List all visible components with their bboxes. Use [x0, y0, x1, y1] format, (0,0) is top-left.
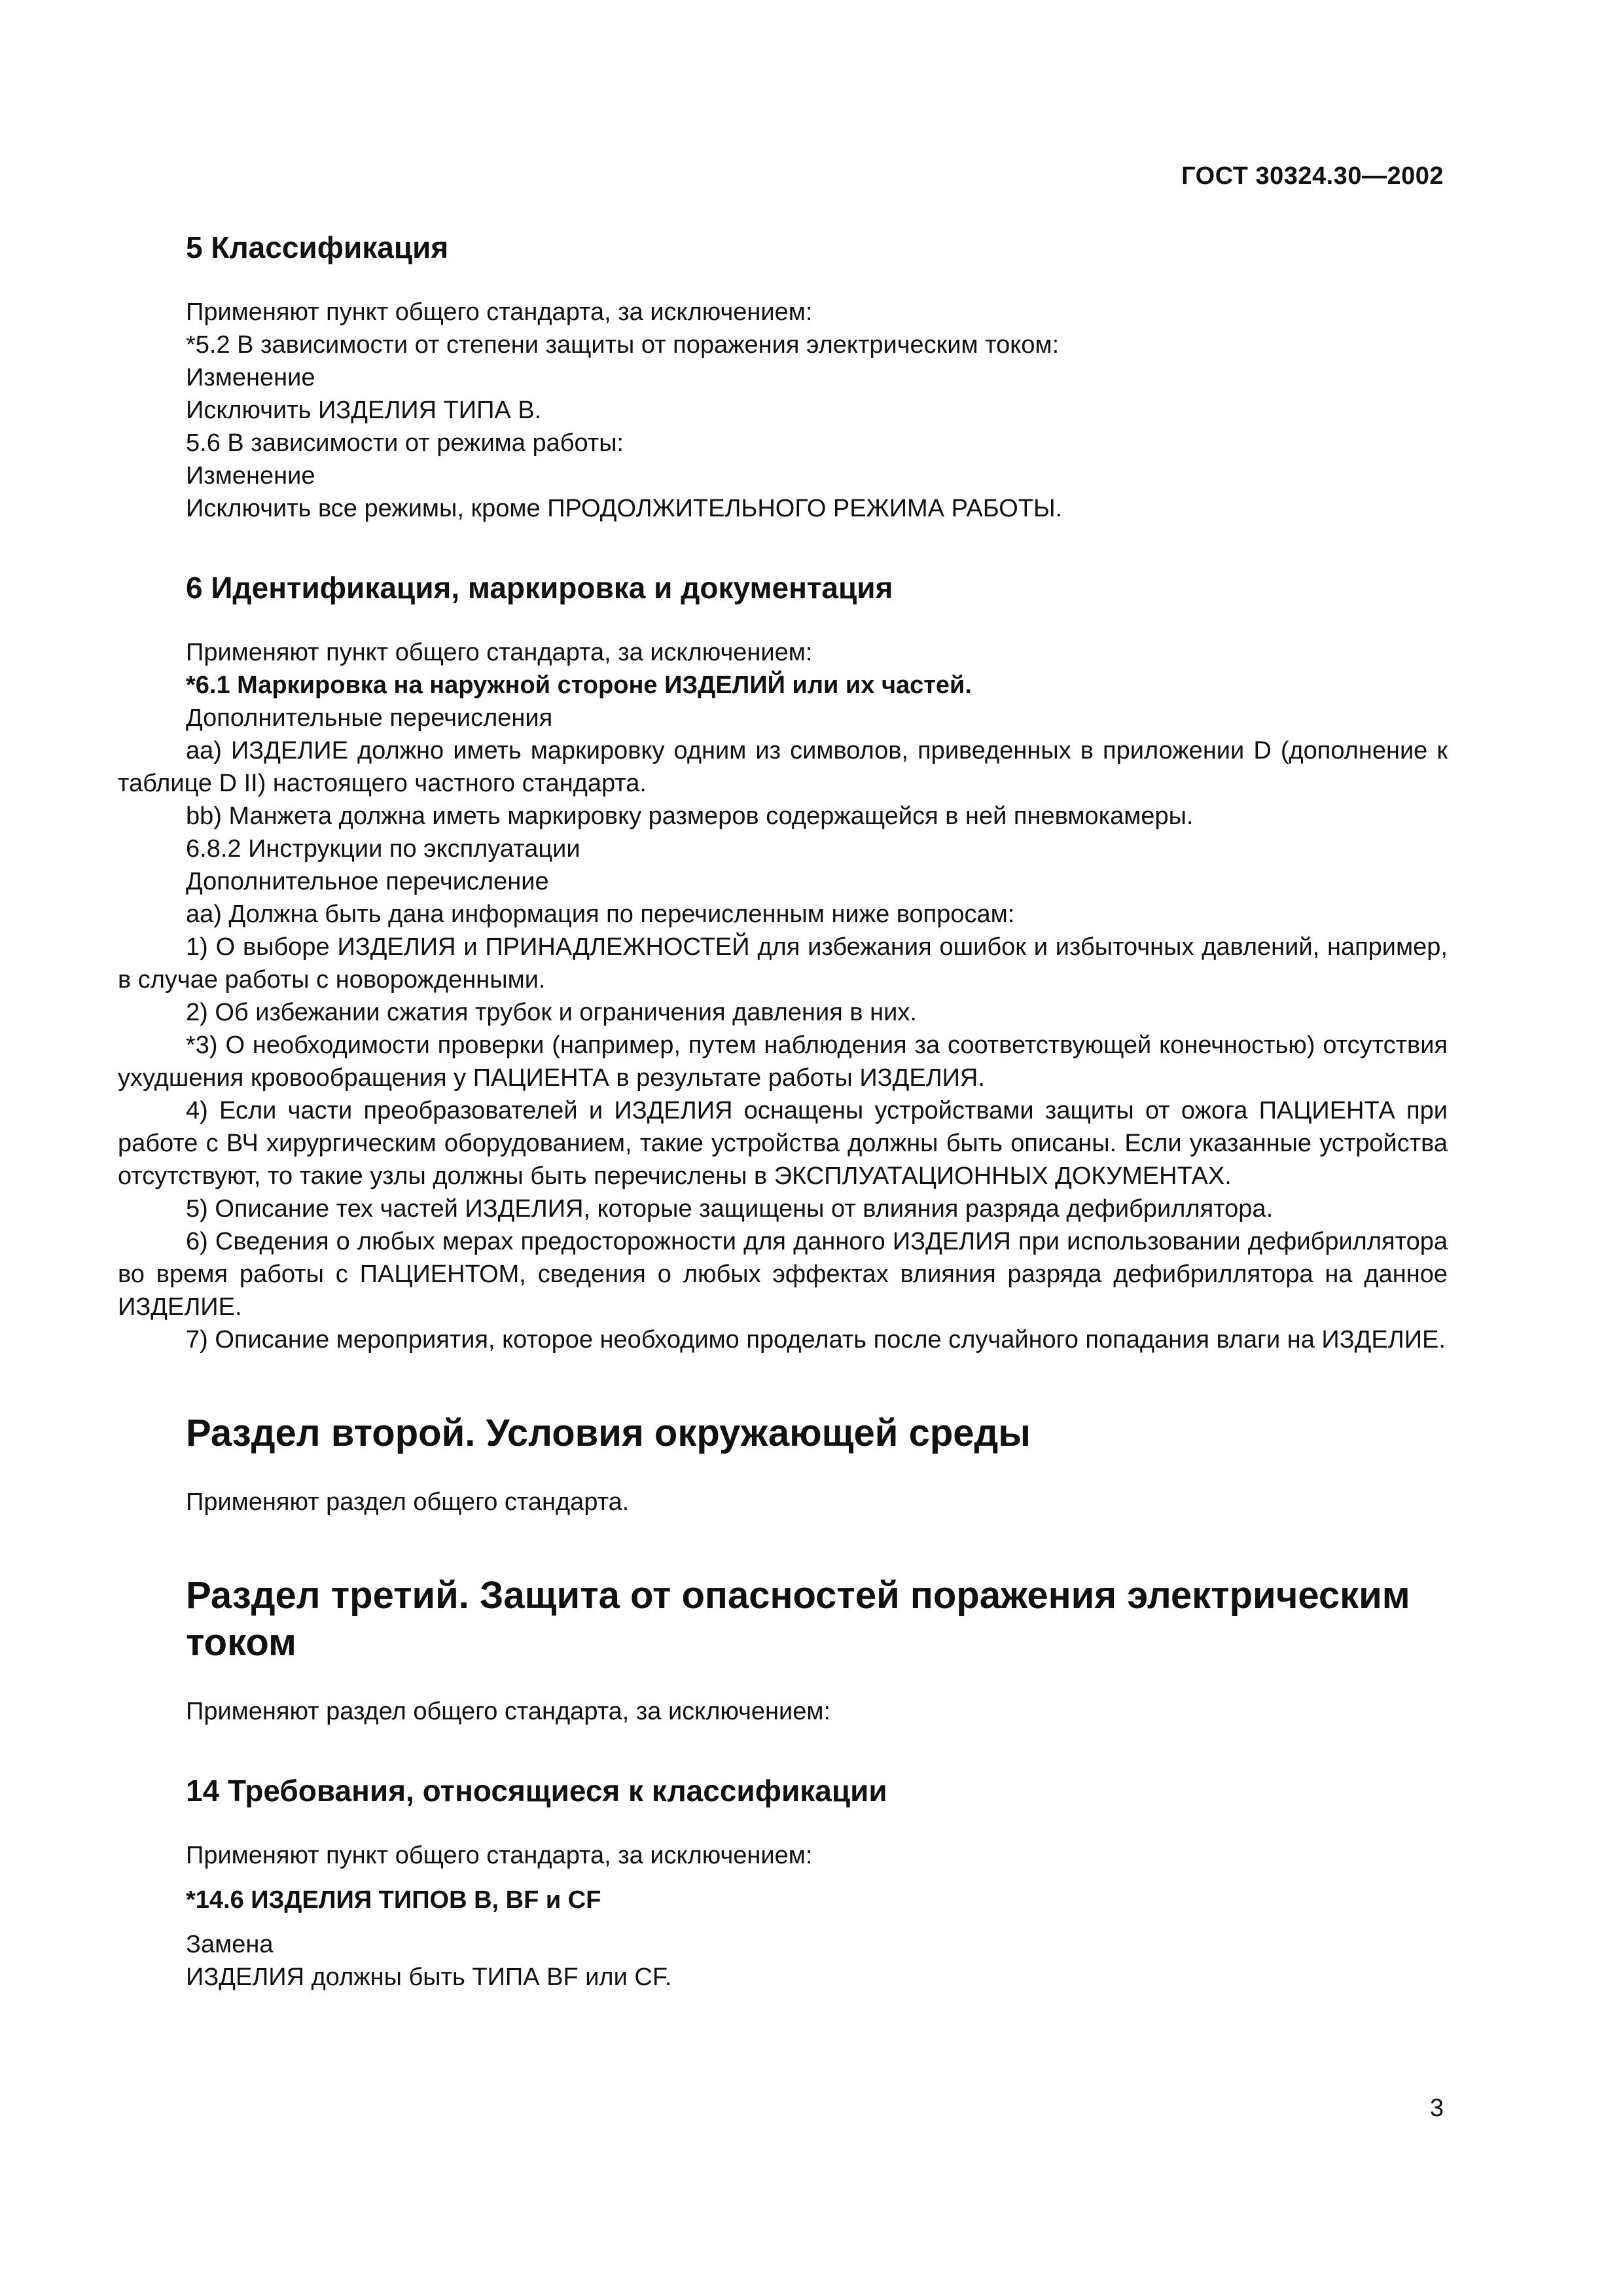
part-3-heading: Раздел третий. Защита от опасностей поражения электрическим током [186, 1574, 1410, 1664]
page-number: 3 [1429, 2094, 1444, 2122]
list-item: 5) Описание тех частей ИЗДЕЛИЯ, которые защищены от влияния разряда дефибриллятора. [186, 1195, 1274, 1223]
text-line: Применяют пункт общего стандарта, за исключением: [186, 1842, 813, 1869]
paragraph: аа) Должна быть дана информация по перечисленным ниже вопросам: [186, 901, 1015, 928]
list-item: *3) О необходимости проверки (например, путем наблюдения за соответствующей конечностью) отсутствия ухудшения кровообращения у ПАЦИЕНТА в результате работы ИЗДЕЛИЯ. [118, 1031, 1448, 1092]
text-line: Применяют раздел общего стандарта, за исключением: [186, 1698, 831, 1725]
text-line: Изменение [186, 462, 315, 490]
paragraph: bb) Манжета должна иметь маркировку размеров содержащейся в ней пневмокамеры. [186, 802, 1194, 830]
text-line: Замена [186, 1931, 274, 1958]
section-5-body [118, 296, 1448, 525]
list-item: 1) О выборе ИЗДЕЛИЯ и ПРИНАДЛЕЖНОСТЕЙ для избежания ошибок и избыточных давлений, например, в случае работы с новорожденными. [118, 933, 1448, 994]
paragraph: аа) ИЗДЕЛИЕ должно иметь маркировку одним из символов, приведенных в приложении D (дополнение к таблице D II) настоящего частного стандарта. [118, 737, 1448, 797]
list-item: 4) Если части преобразователей и ИЗДЕЛИЯ оснащены устройствами защиты от ожога ПАЦИЕНТА при работе с ВЧ хирургическим оборудованием, такие устройства должны быть описаны. Если указанные устройства отсутствуют, то такие узлы должны быть перечислены в ЭКСПЛУАТАЦИОННЫХ ДОКУМЕНТАХ. [118, 1097, 1448, 1190]
section-5-heading: 5 Классификация [186, 230, 449, 264]
text-line: *5.2 В зависимости от степени защиты от поражения электрическим током: [186, 331, 1060, 359]
text-line: Дополнительное перечисление [186, 868, 549, 895]
list-item: 7) Описание мероприятия, которое необходимо проделать после случайного попадания влаги на ИЗДЕЛИЕ. [186, 1326, 1446, 1354]
text-line: Применяют пункт общего стандарта, за исключением: [186, 298, 813, 326]
section-6-body [118, 636, 1448, 1356]
list-item: 2) Об избежании сжатия трубок и ограничения давления в них. [186, 999, 917, 1026]
section-14-heading: 14 Требования, относящиеся к классификации [186, 1774, 887, 1808]
section-14-body [118, 1839, 1448, 1994]
text-line: Исключить все режимы, кроме ПРОДОЛЖИТЕЛЬНОГО РЕЖИМА РАБОТЫ. [186, 495, 1063, 522]
text-line: Применяют раздел общего стандарта. [186, 1488, 630, 1516]
text-line: Изменение [186, 364, 315, 391]
text-line: 5.6 В зависимости от режима работы: [186, 429, 624, 457]
part-2-heading: Раздел второй. Условия окружающей среды [186, 1412, 1031, 1454]
list-item: 6) Сведения о любых мерах предосторожности для данного ИЗДЕЛИЯ при использовании дефибриллятора во время работы с ПАЦИЕНТОМ, сведения о любых эффектах влияния разряда дефибриллятора на данное ИЗДЕЛИЕ. [118, 1228, 1448, 1321]
page-content [118, 228, 1448, 1994]
running-header: ГОСТ 30324.30—2002 [1181, 162, 1444, 190]
subsection-heading: *6.1 Маркировка на наружной стороне ИЗДЕЛИЙ или их частей. [186, 672, 972, 699]
text-line: Исключить ИЗДЕЛИЯ ТИПА В. [186, 397, 542, 424]
section-6-heading: 6 Идентификация, маркировка и документация [186, 571, 893, 605]
subsection-heading: *14.6 ИЗДЕЛИЯ ТИПОВ В, BF и CF [186, 1886, 601, 1914]
text-line: 6.8.2 Инструкции по эксплуатации [186, 835, 580, 863]
text-line: Дополнительные перечисления [186, 704, 553, 732]
text-line: ИЗДЕЛИЯ должны быть ТИПА BF или CF. [186, 1964, 672, 1991]
text-line: Применяют пункт общего стандарта, за исключением: [186, 639, 813, 666]
